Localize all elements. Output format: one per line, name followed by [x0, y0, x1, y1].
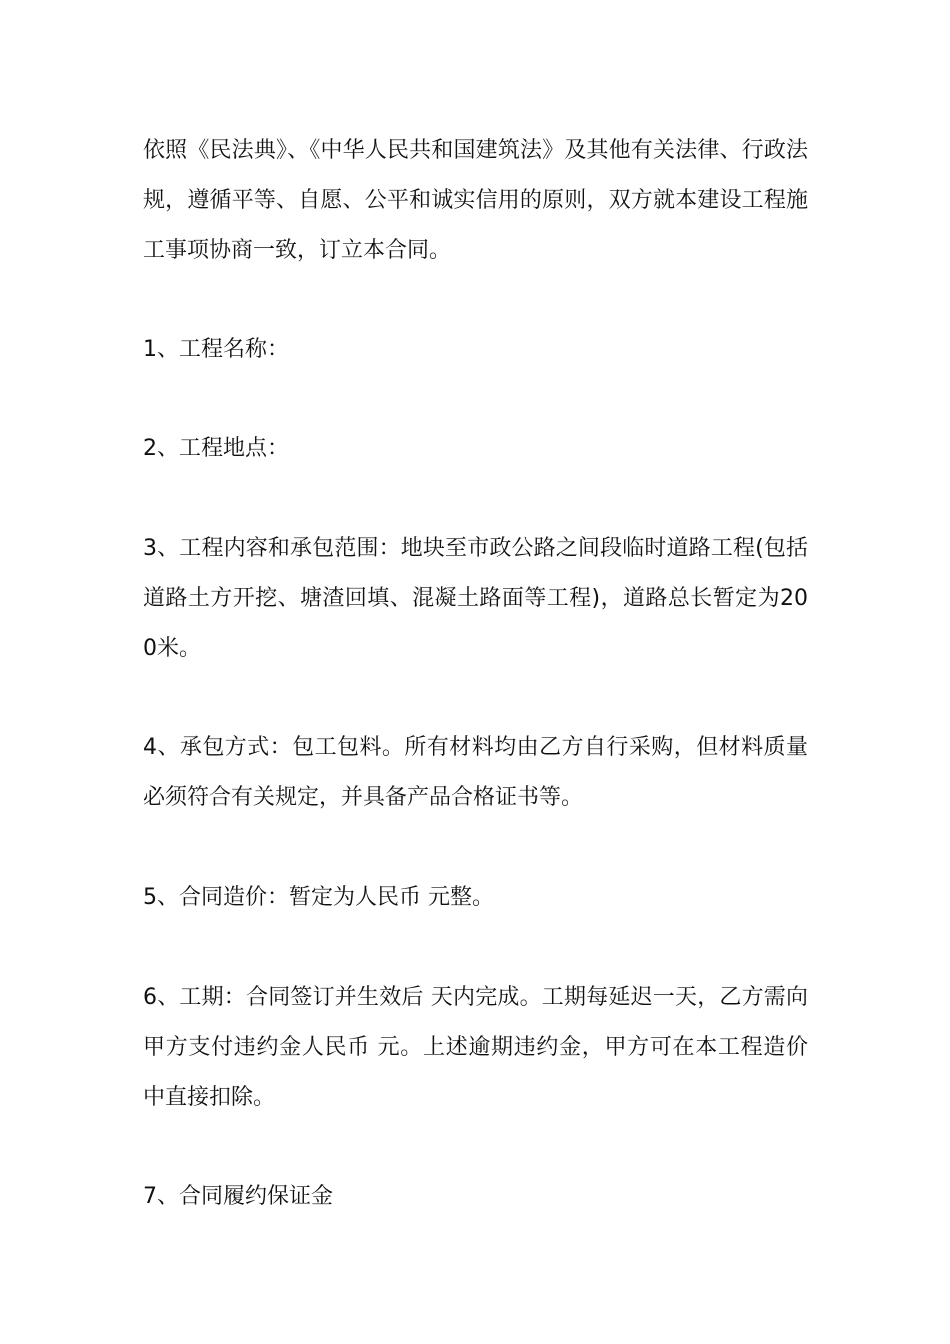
clause-project-name: 1、工程名称：: [143, 337, 289, 362]
clause-contract-method: 4、承包方式：包工包料。所有材料均由乙方自行采购，但材料质量必须符合有关规定，并具备产品合格证书等。: [143, 735, 808, 810]
clause-performance-bond: 7、合同履约保证金: [143, 1184, 333, 1209]
intro-paragraph: 依照《民法典》、《中华人民共和国建筑法》及其他有关法律、行政法规，遵循平等、自愿、公平和诚实信用的原则，双方就本建设工程施工事项协商一致，订立本合同。: [143, 138, 808, 263]
clause-schedule: 6、工期：合同签订并生效后 天内完成。工期每延迟一天，乙方需向甲方支付违约金人民币 元。上述逾期违约金，甲方可在本工程造价中直接扣除。: [143, 985, 808, 1110]
clause-project-location: 2、工程地点：: [143, 436, 289, 461]
clause-project-scope: 3、工程内容和承包范围：地块至市政公路之间段临时道路工程(包括道路土方开挖、塘渣回填、混凝土路面等工程)，道路总长暂定为200米。: [143, 536, 808, 661]
clause-contract-price: 5、合同造价：暂定为人民币 元整。: [143, 885, 494, 910]
